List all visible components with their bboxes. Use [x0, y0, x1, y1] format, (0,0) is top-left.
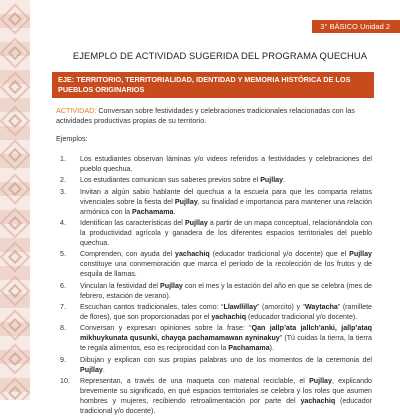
- examples-label: Ejemplos:: [56, 134, 88, 143]
- activity-label: ACTIVIDAD:: [56, 106, 97, 115]
- list-item-term: yachachiq: [175, 250, 210, 259]
- list-item-term: Waytacha: [305, 303, 338, 311]
- list-item: [56, 175, 372, 185]
- list-item-text: Conversan y expresan opiniones sobre la frase: “: [80, 324, 252, 333]
- list-item-term: Pujllay: [184, 218, 208, 227]
- list-item-text: Identifican las características del: [80, 218, 185, 227]
- list-item-text: Comprenden, con ayuda del: [80, 250, 176, 259]
- list-item-text: Representan, a través de una maqueta con material reciclable, el: [80, 377, 310, 385]
- list-item-text: (educador tradicional y/o docente).: [80, 397, 372, 416]
- list-item-text: con el mes y la estación del año en que se celebra (mes de febrero, estación de verano).: [80, 281, 372, 300]
- list-item-number: 6.: [60, 281, 66, 290]
- list-item-text: ” (Tú cuidas la tierra, la tierra te regala alimentos, eso es reciprocidad con la: [80, 334, 372, 353]
- list-item-term: Pachamama: [132, 207, 174, 216]
- list-item-text: constituye una conmemoración que marca el período de la recolección de los frutos y de esquila de llamas.: [80, 260, 372, 279]
- list-item-text: , su finalidad e importancia para mantener una relación armónica con la: [80, 197, 372, 216]
- list-item: [56, 154, 372, 174]
- list-item-number: 9.: [60, 355, 66, 364]
- list-item-term: yachachiq: [300, 397, 336, 406]
- list-item-term: Pachamama: [228, 344, 270, 353]
- list-item-number: 3.: [60, 187, 66, 196]
- list-item-text: (educador tradicional y/o docente).: [246, 313, 358, 322]
- list-item-text: , explicando brevemente su significado, en qué espacios territoriales se celebra y los roles que asumen hombres y mujeres, recibiendo retroalimentación por parte del: [80, 377, 372, 406]
- list-item-text: a partir de un mapa conceptual, relacionándola con la productividad agrícola y ganadera de los diferentes espacios territoriales del pueblo quechua.: [80, 218, 373, 248]
- list-item-text: .: [102, 365, 105, 374]
- list-item-text: (educador tradicional y/o docente) que el: [209, 250, 350, 259]
- list-item-term: Pujllay: [160, 281, 183, 290]
- list-item-text: Vinculan la festividad del: [80, 281, 160, 290]
- list-item-term: Qan jallp’ata jallch’anki, jallp’ataq mikhuykunata qusunki, chayqa pachamamawan ayninakuy: [80, 324, 372, 343]
- list-item-text: .: [173, 207, 176, 216]
- axis-header: EJE: TERRITORIO, TERRITORIALIDAD, IDENTIDAD Y MEMORIA HISTÓRICA DE LOS PUEBLOS ORIGINARIOS: [52, 72, 374, 98]
- list-item-term: Pujllay: [174, 197, 198, 206]
- list-item-term: Pujllay: [80, 365, 103, 374]
- activity-description: [56, 106, 372, 126]
- list-item-number: 2.: [60, 176, 66, 185]
- list-item-text: .: [283, 176, 286, 185]
- examples-list: [56, 154, 372, 417]
- list-item: [56, 355, 372, 375]
- list-item-number: 10.: [60, 377, 70, 385]
- list-item-text: Los estudiantes observan láminas y/o videos referidos a festividades y celebraciones del pueblo quechua.: [80, 155, 372, 174]
- page-title: EJEMPLO DE ACTIVIDAD SUGERIDA DEL PROGRAMA QUECHUA: [72, 50, 368, 61]
- list-item-text: ” (amorcito) y “: [257, 303, 305, 311]
- list-item-term: yachachiq: [211, 313, 247, 322]
- list-item: [56, 281, 372, 301]
- grade-badge: 3° BÁSICO Unidad 2: [312, 20, 400, 33]
- list-item-number: 7.: [60, 303, 66, 311]
- list-item-term: Pujllay: [349, 250, 372, 259]
- activity-text: Conversan sobre festividades y celebraciones tradicionales relacionadas con las actividades productivas propias de su territorio.: [56, 106, 355, 126]
- decorative-border: [0, 0, 30, 400]
- list-item-term: Pujllay: [309, 377, 332, 385]
- list-item: [56, 376, 372, 416]
- list-item-number: 5.: [60, 250, 66, 259]
- list-item-text: ).: [269, 344, 275, 353]
- list-item-text: ” (ramillete de flores), que son proporcionadas por el: [80, 303, 372, 322]
- list-item-text: Escuchan cantos tradicionales, tales como: “: [80, 303, 224, 311]
- list-item-text: Invitan a algún sabio hablante del quechua a la escuela para que les comparta relatos vivenciales sobre la fiesta del: [80, 187, 372, 206]
- list-item: [56, 249, 372, 279]
- list-item-number: 1.: [60, 155, 66, 163]
- list-item: [56, 302, 372, 322]
- list-item: [56, 187, 372, 217]
- list-item: [56, 323, 372, 353]
- list-item: [56, 218, 372, 248]
- list-item-text: Dibujan y explican con sus propias palabras uno de los momentos de la ceremonia del: [80, 355, 372, 364]
- list-item-term: Llawllillay: [223, 303, 258, 311]
- list-item-number: 8.: [60, 324, 66, 333]
- list-item-number: 4.: [60, 218, 66, 227]
- list-item-text: Los estudiantes comunican sus saberes previos sobre el: [80, 176, 261, 185]
- list-item-term: Pujllay: [260, 176, 284, 185]
